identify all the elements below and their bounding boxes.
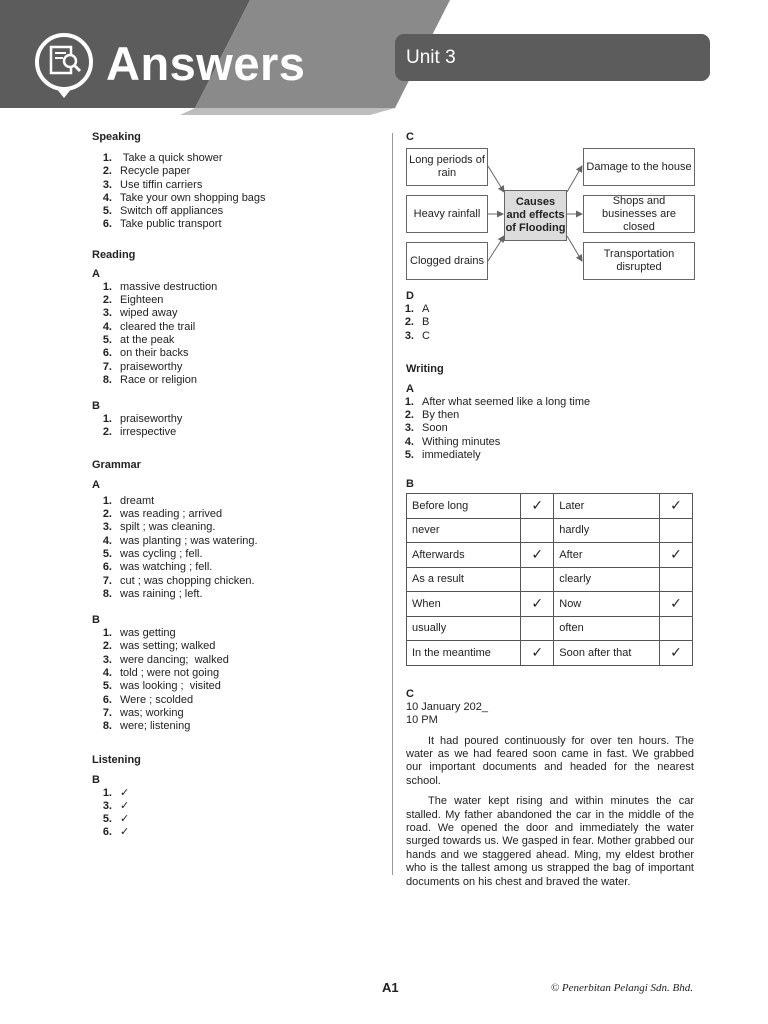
- tick-cell: [521, 616, 554, 641]
- item-number: 4.: [102, 320, 112, 333]
- item-number: 4.: [404, 435, 414, 448]
- section-d-label: D: [406, 290, 414, 302]
- grammar-a-label: A: [92, 478, 100, 491]
- table-row: [407, 494, 693, 519]
- answer-item: [92, 667, 382, 680]
- answer-item: [92, 813, 382, 826]
- item-number: 2.: [102, 294, 112, 307]
- answer-item: [92, 413, 382, 426]
- answer-item: [394, 449, 696, 462]
- grammar-a-list: [92, 495, 382, 601]
- speaking-heading: Speaking: [92, 131, 141, 143]
- answer-item: [394, 330, 696, 343]
- answer-item: [92, 426, 382, 439]
- writing-b-label: B: [406, 478, 414, 491]
- tick-cell: [660, 518, 693, 543]
- item-text: Recycle paper: [120, 165, 191, 178]
- item-text: B: [422, 316, 430, 329]
- item-text: ✓: [120, 813, 130, 826]
- item-number: 5.: [102, 205, 112, 218]
- writing-a-label: A: [406, 382, 414, 395]
- item-number: 1.: [102, 494, 112, 507]
- item-text: Use tiffin carriers: [120, 178, 203, 191]
- item-number: 5.: [404, 449, 414, 462]
- diagram-center-box: Causes and effects of Flooding: [504, 190, 567, 241]
- tick-cell: ✓: [660, 592, 693, 617]
- reading-b-label: B: [92, 400, 100, 413]
- reading-b-list: [92, 413, 382, 440]
- writing-c-label: C: [406, 688, 414, 700]
- table-row: [407, 592, 693, 617]
- word-cell: usually: [407, 616, 521, 641]
- item-text: was planting ; was watering.: [120, 534, 258, 547]
- item-text: immediately: [422, 449, 481, 462]
- essay-paragraph: The water kept rising and within minutes the car stalled. My father abandoned the car in the middle of the road. We opened the door and immediately the water surged towards us. We gasped in fear. Mother grabbed our hands and we staggered ahead. Ming, my eldest brother who is the tallest among us strapped the bag of important documents on his chest and braved the water.: [406, 795, 694, 888]
- word-cell: When: [407, 592, 521, 617]
- cause-box: Clogged drains: [406, 242, 488, 280]
- page-title: Answers: [106, 37, 306, 90]
- word-cell: In the meantime: [407, 641, 521, 666]
- effect-box: Transportation disrupted: [583, 242, 695, 280]
- item-text: cut ; was chopping chicken.: [120, 574, 255, 587]
- tick-cell: ✓: [521, 592, 554, 617]
- answer-item: [92, 654, 382, 667]
- item-text: dreamt: [120, 494, 155, 507]
- item-text: was; working: [120, 706, 184, 719]
- diagram-label: C: [406, 131, 414, 143]
- section-d-list: [394, 303, 696, 343]
- essay-paragraph: It had poured continuously for over ten hours. The water as we had feared soon came in fast. We grabbed our important documents and headed for the nearest school.: [406, 734, 694, 787]
- item-number: 7.: [102, 360, 112, 373]
- reading-a-list: [92, 281, 382, 387]
- answer-item: [394, 303, 696, 316]
- answer-item: [92, 575, 382, 588]
- tick-cell: ✓: [521, 641, 554, 666]
- item-number: 4.: [102, 667, 112, 680]
- item-text: Soon: [422, 422, 448, 435]
- item-number: 6.: [102, 347, 112, 360]
- item-number: 5.: [102, 813, 112, 826]
- table-row: [407, 567, 693, 592]
- item-number: 7.: [102, 574, 112, 587]
- reading-heading: Reading: [92, 248, 136, 261]
- item-number: 2.: [102, 640, 112, 653]
- item-text: C: [422, 329, 430, 342]
- table-row: [407, 518, 693, 543]
- tick-cell: [521, 518, 554, 543]
- column-divider: [392, 133, 393, 875]
- item-number: 6.: [102, 561, 112, 574]
- item-text: irrespective: [120, 426, 177, 439]
- item-number: 2.: [102, 508, 112, 521]
- entry-time: 10 PM: [406, 714, 438, 727]
- tick-cell: [660, 616, 693, 641]
- item-text: wiped away: [120, 307, 178, 320]
- effect-box: Shops and businesses are closed: [583, 195, 695, 233]
- item-text: were dancing; walked: [120, 653, 229, 666]
- right-column-upper: [406, 289, 696, 491]
- table-row: [407, 543, 693, 568]
- word-cell: After: [554, 543, 660, 568]
- answer-item: [394, 409, 696, 422]
- word-cell: never: [407, 518, 521, 543]
- answer-item: [92, 720, 382, 733]
- grammar-heading: Grammar: [92, 458, 141, 471]
- item-text: cleared the trail: [120, 320, 196, 333]
- reading-a-label: A: [92, 267, 100, 280]
- item-number: 2.: [404, 409, 414, 422]
- writing-c-block: [406, 687, 694, 889]
- item-text: massive destruction: [120, 280, 218, 293]
- copyright: © Penerbitan Pelangi Sdn. Bhd.: [550, 982, 693, 994]
- item-number: 4.: [102, 191, 112, 204]
- tick-cell: ✓: [521, 494, 554, 519]
- answer-item: [92, 561, 382, 574]
- answer-item: [92, 192, 382, 205]
- word-cell: Afterwards: [407, 543, 521, 568]
- item-number: 2.: [404, 316, 414, 329]
- item-number: 8.: [102, 373, 112, 386]
- tick-cell: ✓: [660, 641, 693, 666]
- tick-cell: [660, 567, 693, 592]
- item-text: was looking ; visited: [120, 680, 221, 693]
- item-text: at the peak: [120, 333, 175, 346]
- item-number: 2.: [102, 426, 112, 439]
- answer-item: [92, 321, 382, 334]
- cause-box: Long periods of rain: [406, 148, 488, 186]
- table-row: [407, 616, 693, 641]
- item-text: Switch off appliances: [120, 205, 224, 218]
- item-number: 1.: [102, 280, 112, 293]
- item-text: Take a quick shower: [120, 152, 223, 164]
- item-number: 6.: [102, 218, 112, 231]
- writing-heading: Writing: [406, 362, 444, 375]
- left-column: [92, 130, 382, 840]
- word-cell: Later: [554, 494, 660, 519]
- item-text: A: [422, 303, 430, 315]
- item-number: 3.: [102, 307, 112, 320]
- listening-list: [92, 787, 382, 840]
- item-text: on their backs: [120, 347, 189, 360]
- answer-item: [92, 548, 382, 561]
- item-number: 3.: [102, 799, 112, 812]
- word-cell: Before long: [407, 494, 521, 519]
- item-number: 3.: [404, 329, 414, 342]
- item-number: 1.: [102, 627, 112, 640]
- item-text: Take public transport: [120, 218, 222, 231]
- answer-item: [92, 218, 382, 231]
- item-number: 5.: [102, 680, 112, 693]
- answer-item: [92, 800, 382, 813]
- listening-b-label: B: [92, 773, 100, 786]
- item-text: told ; were not going: [120, 667, 220, 680]
- item-text: Withing minutes: [422, 435, 501, 448]
- word-cell: Soon after that: [554, 641, 660, 666]
- grammar-b-label: B: [92, 614, 100, 627]
- item-number: 1.: [404, 395, 414, 408]
- item-number: 4.: [102, 534, 112, 547]
- answer-item: [92, 152, 382, 165]
- answer-item: [92, 508, 382, 521]
- item-text: By then: [422, 409, 460, 422]
- connectors-table: [406, 493, 693, 666]
- item-text: was raining ; left.: [120, 587, 203, 600]
- answer-item: [92, 588, 382, 601]
- item-text: spilt ; was cleaning.: [120, 521, 216, 534]
- item-text: praiseworthy: [120, 360, 183, 373]
- item-number: 1.: [404, 303, 414, 315]
- answer-item: [92, 205, 382, 218]
- tick-cell: ✓: [660, 543, 693, 568]
- answer-item: [92, 347, 382, 360]
- item-number: 1.: [102, 413, 112, 426]
- writing-a-list: [394, 396, 696, 462]
- answer-item: [92, 294, 382, 307]
- entry-date: 10 January 202_: [406, 701, 488, 713]
- item-text: praiseworthy: [120, 413, 183, 426]
- item-number: 3.: [102, 653, 112, 666]
- item-number: 5.: [102, 547, 112, 560]
- answer-item: [92, 627, 382, 640]
- cause-box: Heavy rainfall: [406, 195, 488, 233]
- answer-item: [92, 694, 382, 707]
- item-number: 6.: [102, 826, 112, 839]
- item-number: 3.: [102, 521, 112, 534]
- item-text: Race or religion: [120, 373, 198, 386]
- table-row: [407, 641, 693, 666]
- item-text: Eighteen: [120, 294, 164, 307]
- answer-item: [92, 165, 382, 178]
- answer-item: [92, 179, 382, 192]
- answer-item: [92, 826, 382, 839]
- item-number: 7.: [102, 706, 112, 719]
- answer-item: [394, 396, 696, 409]
- item-number: 8.: [102, 720, 112, 733]
- listening-heading: Listening: [92, 753, 141, 766]
- item-text: ✓: [120, 799, 130, 812]
- item-text: was watching ; fell.: [120, 561, 213, 574]
- answer-item: [92, 495, 382, 508]
- answer-item: [92, 361, 382, 374]
- item-number: 1.: [102, 786, 112, 799]
- item-text: Take your own shopping bags: [120, 191, 266, 204]
- tick-cell: ✓: [660, 494, 693, 519]
- unit-label: Unit 3: [406, 47, 456, 68]
- item-text: ✓: [120, 786, 130, 799]
- answer-item: [92, 374, 382, 387]
- tick-cell: [521, 567, 554, 592]
- answer-item: [92, 535, 382, 548]
- item-number: 8.: [102, 587, 112, 600]
- effect-box: Damage to the house: [583, 148, 695, 186]
- item-text: Were ; scolded: [120, 693, 194, 706]
- item-text: was getting: [120, 627, 176, 640]
- item-number: 1.: [102, 152, 112, 164]
- item-number: 6.: [102, 693, 112, 706]
- speaking-list: [92, 152, 382, 232]
- answer-item: [92, 307, 382, 320]
- item-text: After what seemed like a long time: [422, 395, 591, 408]
- item-number: 3.: [404, 422, 414, 435]
- answer-item: [394, 316, 696, 329]
- item-number: 2.: [102, 165, 112, 178]
- answer-item: [92, 680, 382, 693]
- item-text: ✓: [120, 826, 130, 839]
- item-text: was setting; walked: [120, 640, 216, 653]
- word-cell: hardly: [554, 518, 660, 543]
- item-number: 3.: [102, 178, 112, 191]
- word-cell: clearly: [554, 567, 660, 592]
- word-cell: Now: [554, 592, 660, 617]
- answer-item: [92, 787, 382, 800]
- item-number: 5.: [102, 333, 112, 346]
- item-text: were; listening: [120, 720, 191, 733]
- answer-item: [92, 640, 382, 653]
- answer-item: [92, 707, 382, 720]
- answer-item: [394, 436, 696, 449]
- tick-cell: ✓: [521, 543, 554, 568]
- grammar-b-list: [92, 627, 382, 733]
- answer-item: [92, 334, 382, 347]
- answer-item: [92, 521, 382, 534]
- answer-item: [394, 422, 696, 435]
- answer-item: [92, 281, 382, 294]
- item-text: was reading ; arrived: [120, 508, 223, 521]
- word-cell: As a result: [407, 567, 521, 592]
- page-number: A1: [382, 980, 399, 995]
- word-cell: often: [554, 616, 660, 641]
- item-text: was cycling ; fell.: [120, 547, 203, 560]
